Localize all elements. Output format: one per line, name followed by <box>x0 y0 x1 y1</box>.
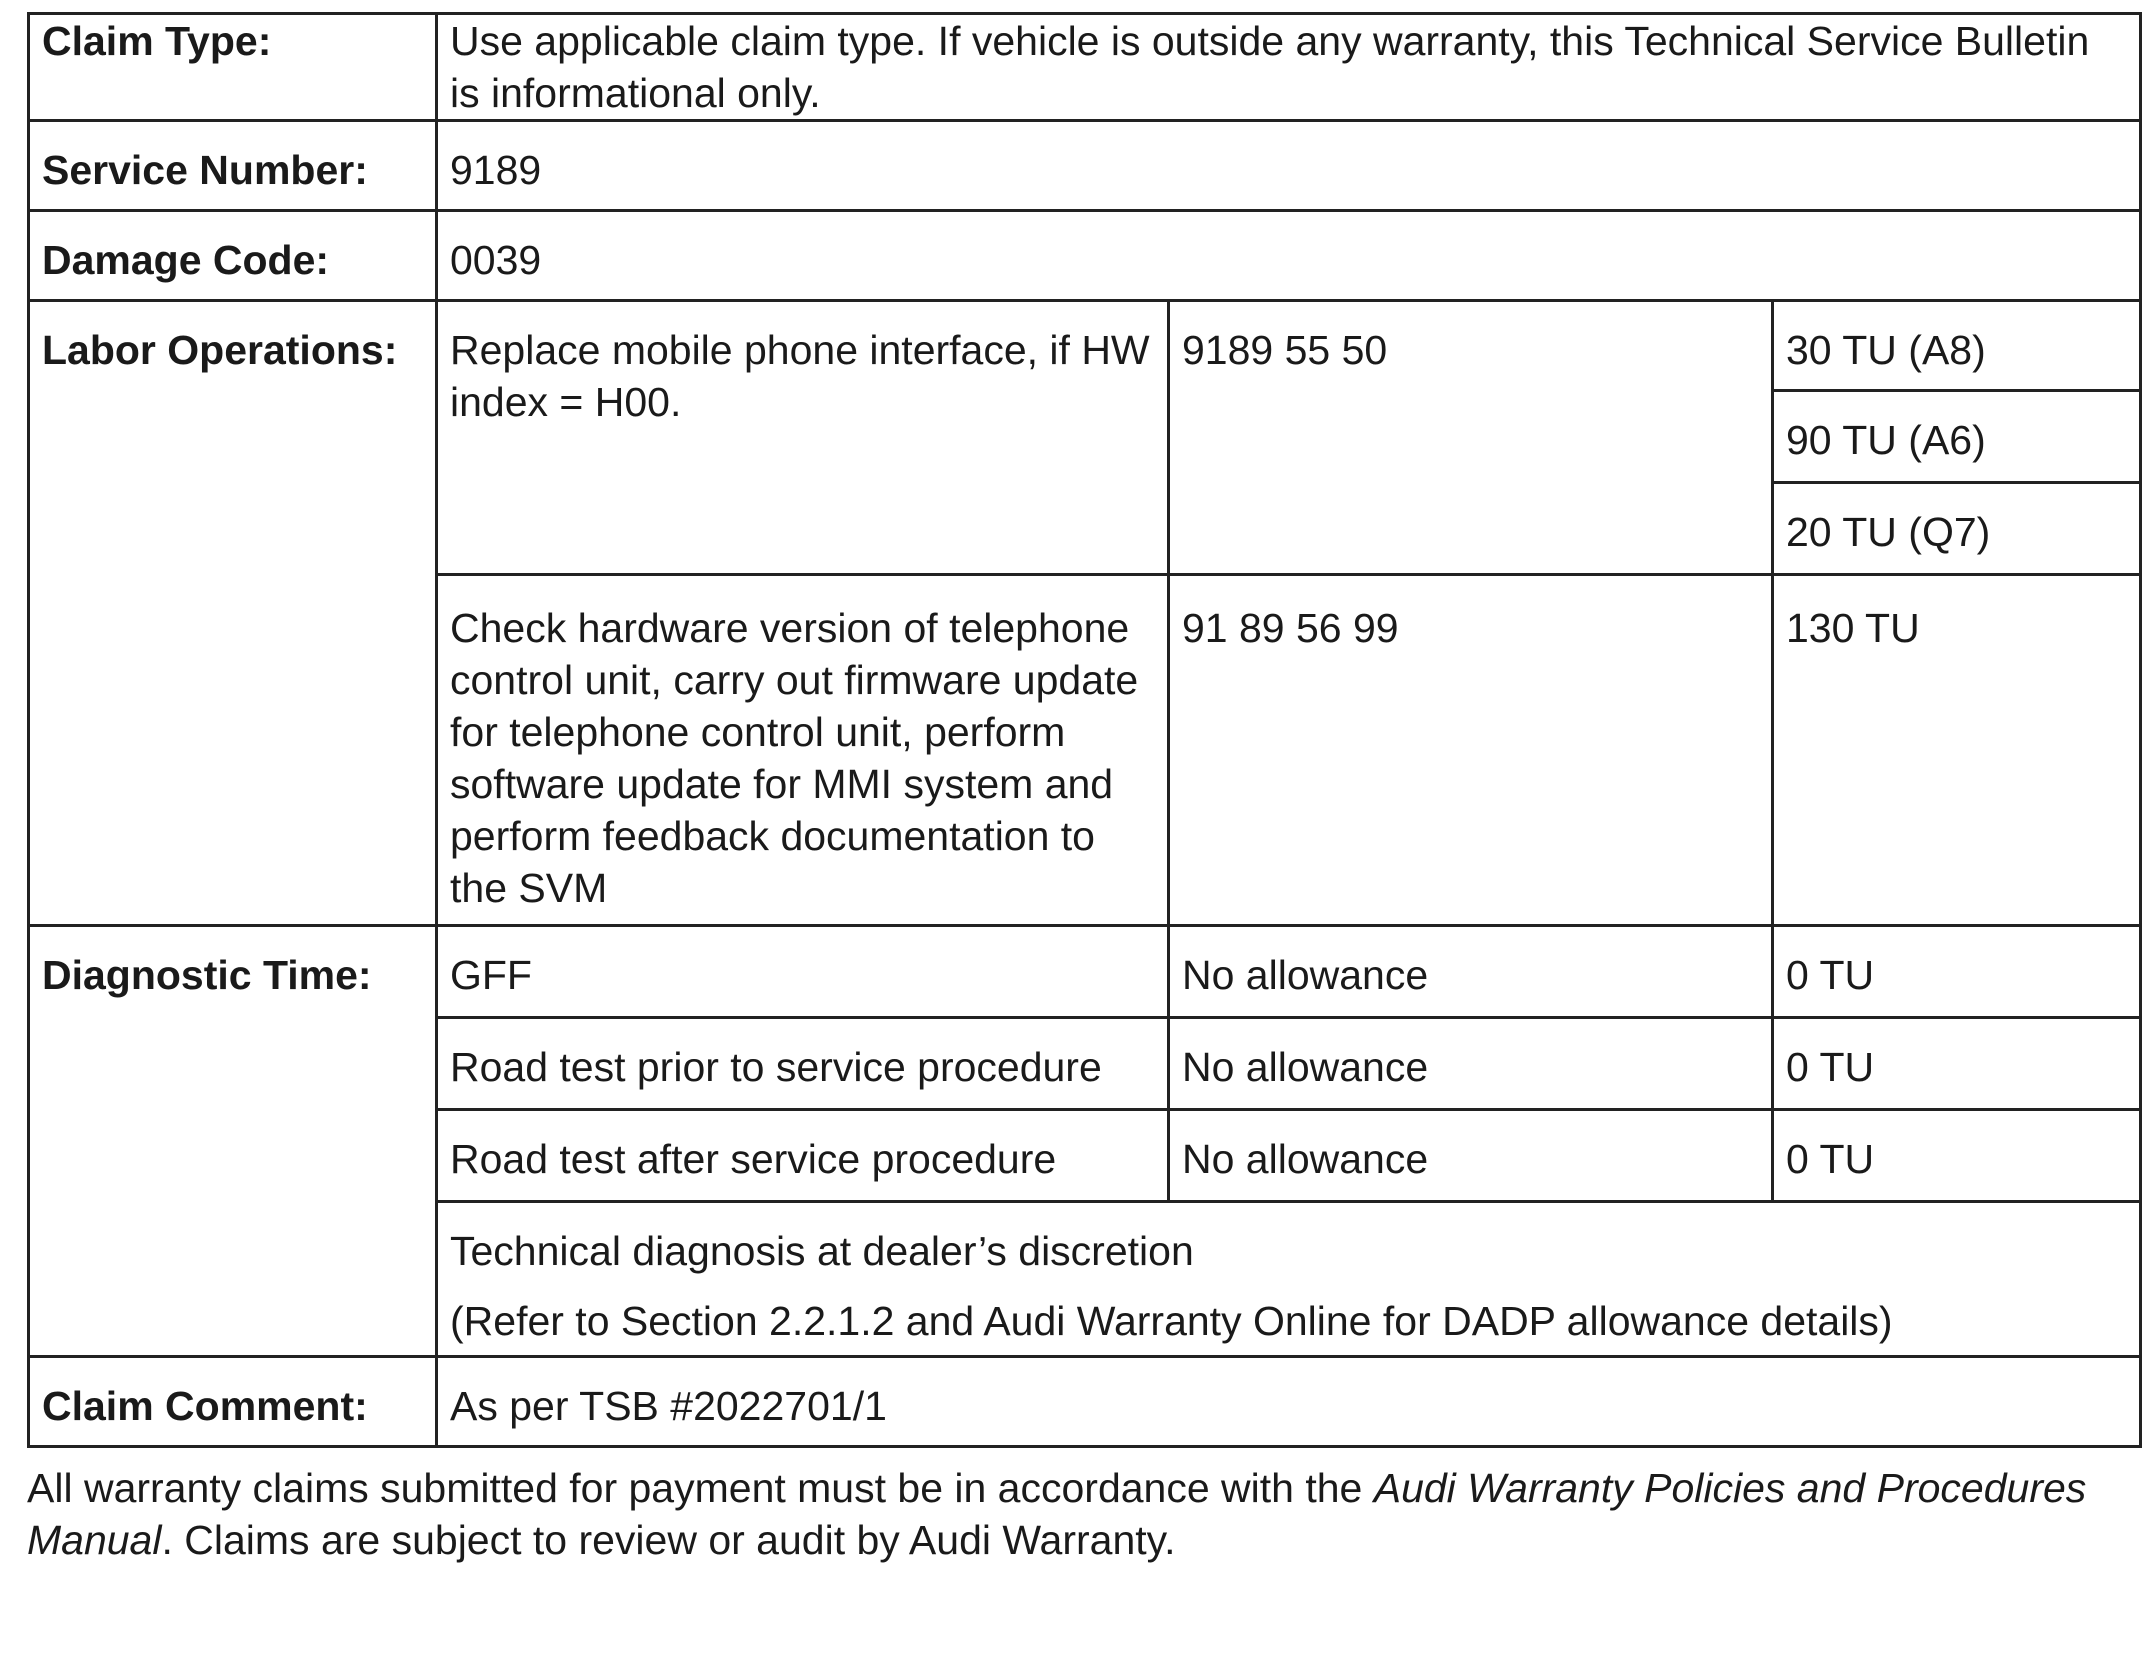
diagnostic-time-row <box>29 926 2141 1018</box>
footer-text-before: All warranty claims submitted for payment must be in accordance with the <box>27 1465 1374 1511</box>
diagnostic-time-value: 0 TU <box>1773 1110 2141 1202</box>
claim-type-label: Claim Type: <box>29 14 437 121</box>
damage-code-value: 0039 <box>437 211 2141 301</box>
damage-code-label: Damage Code: <box>29 211 437 301</box>
labor-operation-code: 91 89 56 99 <box>1169 575 1773 926</box>
labor-operation-row <box>29 301 2141 391</box>
diagnostic-time-value: 0 TU <box>1773 1018 2141 1110</box>
service-number-label: Service Number: <box>29 121 437 211</box>
diagnostic-note <box>437 1202 2141 1357</box>
diagnostic-note-reference: (Refer to Section 2.2.1.2 and Audi Warranty Online for DADP allowance details) <box>450 1298 1893 1344</box>
diagnostic-allowance: No allowance <box>1169 926 1773 1018</box>
diagnostic-time-value: 0 TU <box>1773 926 2141 1018</box>
labor-operations-label: Labor Operations: <box>29 301 437 926</box>
labor-operation-description: Replace mobile phone interface, if HW index = H00. <box>437 301 1169 575</box>
warranty-claim-page <box>27 12 2139 1566</box>
diagnostic-allowance: No allowance <box>1169 1110 1773 1202</box>
claim-comment-row <box>29 1357 2141 1447</box>
labor-operation-time-a6: 90 TU (A6) <box>1773 391 2141 483</box>
footer-manual-title: Audi Warranty Policies and Procedures Manual <box>27 1465 2087 1563</box>
diagnostic-description: GFF <box>437 926 1169 1018</box>
service-number-row <box>29 121 2141 211</box>
service-number-value: 9189 <box>437 121 2141 211</box>
labor-operation-time-q7: 20 TU (Q7) <box>1773 483 2141 575</box>
claim-comment-label: Claim Comment: <box>29 1357 437 1447</box>
diagnostic-allowance: No allowance <box>1169 1018 1773 1110</box>
labor-operation-time: 130 TU <box>1773 575 2141 926</box>
diagnostic-description: Road test prior to service procedure <box>437 1018 1169 1110</box>
diagnostic-note-line: Technical diagnosis at dealer’s discretion <box>450 1228 1194 1274</box>
claim-type-row <box>29 14 2141 121</box>
labor-operation-time-a8: 30 TU (A8) <box>1773 301 2141 391</box>
labor-operation-code: 9189 55 50 <box>1169 301 1773 575</box>
claim-type-value: Use applicable claim type. If vehicle is outside any warranty, this Technical Service Bulletin is informational only. <box>437 14 2141 121</box>
warranty-footer-note <box>27 1462 2139 1566</box>
claim-comment-value: As per TSB #2022701/1 <box>437 1357 2141 1447</box>
labor-operation-description: Check hardware version of telephone control unit, carry out firmware update for telephone control unit, perform software update for MMI system and perform feedback documentation to the SVM <box>437 575 1169 926</box>
diagnostic-time-label: Diagnostic Time: <box>29 926 437 1357</box>
diagnostic-description: Road test after service procedure <box>437 1110 1169 1202</box>
footer-text-after: . Claims are subject to review or audit by Audi Warranty. <box>161 1517 1176 1563</box>
warranty-claim-table <box>27 12 2142 1448</box>
damage-code-row <box>29 211 2141 301</box>
